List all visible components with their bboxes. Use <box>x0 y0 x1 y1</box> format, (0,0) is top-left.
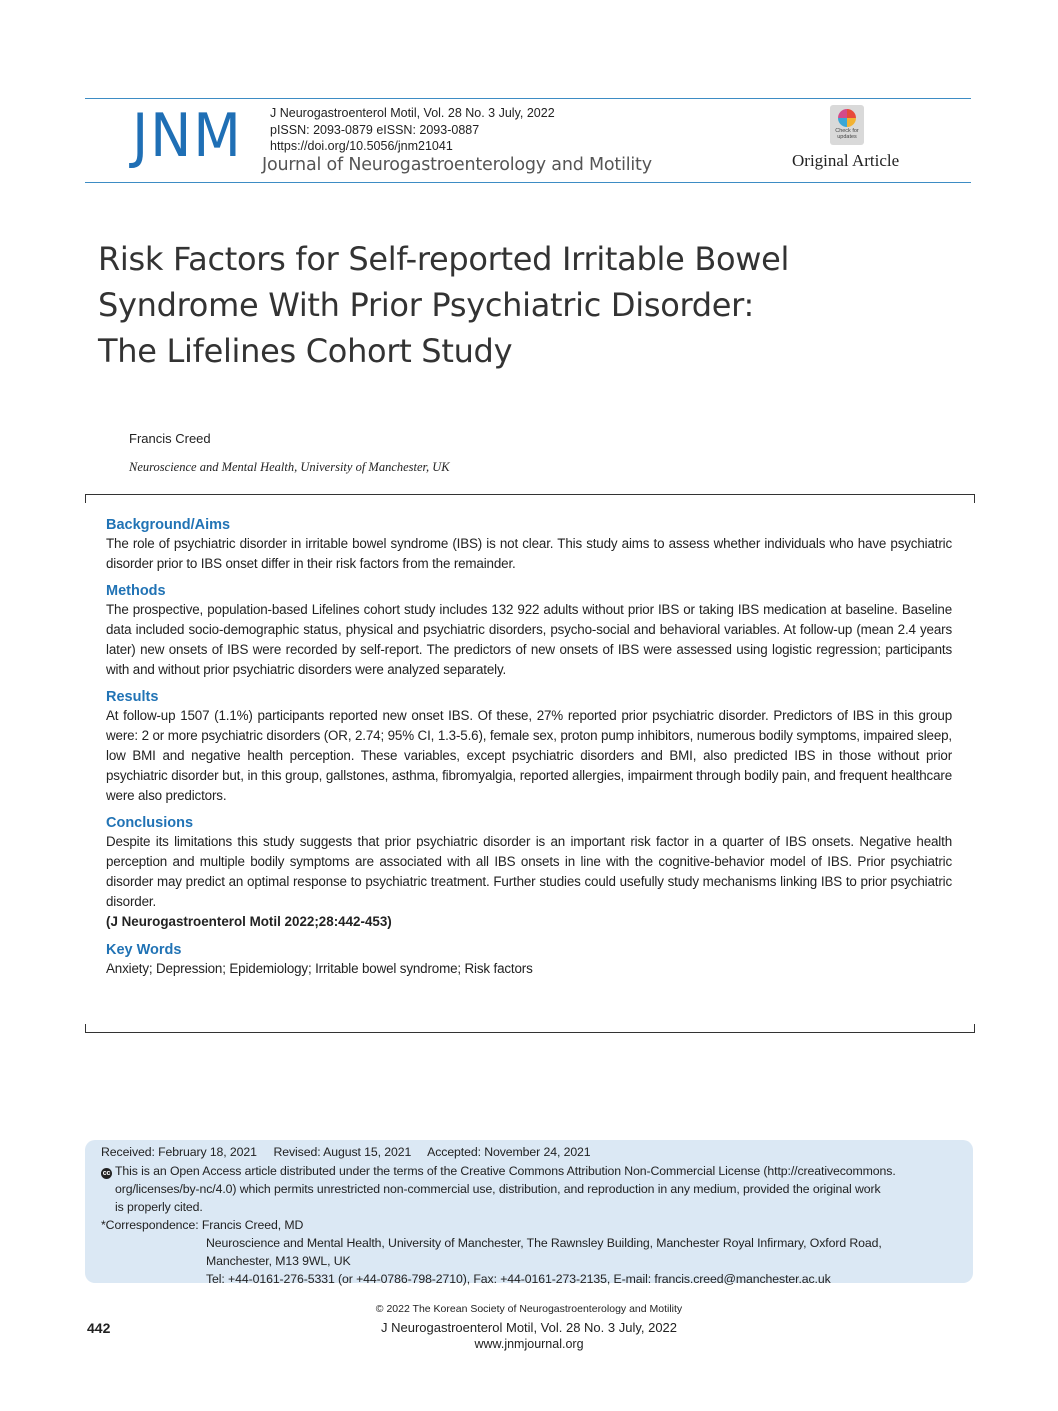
keywords-text: Anxiety; Depression; Epidemiology; Irritable bowel syndrome; Risk factors <box>106 961 533 976</box>
footer-journal-line: J Neurogastroenterol Motil, Vol. 28 No. 3 July, 2022 <box>380 1320 678 1335</box>
title-line-2: Syndrome With Prior Psychiatric Disorder: <box>98 286 754 324</box>
conclusions-text: Despite its limitations this study suggests that prior psychiatric disorder is an important risk factor in a quarter of IBS onsets. Negative health perception and multiple bodily symptoms are associated with all IBS onsets in line with the cognitive-behavior model of IBS. Prior psychiatric disorder may predict an optimal response to psychiatric treatment. Further studies could usefully study mechanisms linking IBS to prior psychiatric disorder. <box>106 834 952 909</box>
check-updates-label: Check for updates <box>835 128 859 140</box>
methods-text: The prospective, population-based Lifelines cohort study includes 132 922 adults without prior IBS or taking IBS medication at baseline. Baseline data included socio-demographic status, physical and psychiatric disorders, psycho-social and behavioral variables. At follow-up (mean 2.4 years later) new onsets of IBS were recorded by self-report. The predictors of new onsets of IBS were assessed using logistic regression; participants with and without prior psychiatric disorders were analyzed separately. <box>106 602 952 677</box>
check-for-updates-badge[interactable] <box>830 105 864 145</box>
page-number: 442 <box>87 1320 111 1336</box>
doi-link[interactable]: https://doi.org/10.5056/jnm21041 <box>270 139 453 153</box>
abstract <box>106 516 952 987</box>
author-name: Francis Creed <box>129 431 211 446</box>
journal-website-link[interactable]: www.jnmjournal.org <box>474 1337 584 1351</box>
citation: (J Neurogastroenterol Motil 2022;28:442-453) <box>106 914 392 929</box>
creative-commons-icon: cc <box>102 1170 111 1177</box>
background-heading: Background/Aims <box>106 517 231 533</box>
correspondence-address-1: Neuroscience and Mental Health, University of Manchester, The Rawnsley Building, Manchester Royal Infirmary, Oxford Road, <box>206 1236 882 1250</box>
article-title <box>98 236 898 374</box>
article-type: Original Article <box>792 151 900 170</box>
license-line-2: org/licenses/by-nc/4.0) which permits unrestricted non-commercial use, distribution, and reproduction in any medium, provided the original work <box>115 1182 881 1196</box>
journal-logo: JNM <box>132 101 243 171</box>
title-line-1: Risk Factors for Self-reported Irritable Bowel <box>98 240 790 278</box>
license-line-3: is properly cited. <box>115 1200 203 1214</box>
header-bottom-rule <box>85 182 971 183</box>
methods-heading: Methods <box>106 583 166 599</box>
license-line-1 <box>101 1162 896 1181</box>
license-text-1: This is an Open Access article distributed under the terms of the Creative Commons Attribution Non-Commercial License (http://creativecommons. <box>115 1164 896 1178</box>
check-updates-icon <box>838 109 856 127</box>
issn-line: pISSN: 2093-0879 eISSN: 2093-0887 <box>270 123 480 137</box>
abstract-frame-top <box>85 494 975 503</box>
results-heading: Results <box>106 689 159 705</box>
article-dates: Received: February 18, 2021 Revised: August 15, 2021 Accepted: November 24, 2021 <box>101 1145 591 1159</box>
correspondence-label: *Correspondence: Francis Creed, MD <box>101 1218 304 1232</box>
author-affiliation: Neuroscience and Mental Health, University of Manchester, UK <box>129 460 450 474</box>
results-text: At follow-up 1507 (1.1%) participants reported new onset IBS. Of these, 27% reported prior psychiatric disorder. Predictors of IBS in this group were: 2 or more psychiatric disorders (OR, 2.74; 95% CI, 1.3-5.6), female sex, proton pump inhibitors, numerous bodily symptoms, impaired sleep, low BMI and negative health perception. These variables, except psychiatric disorders and BMI, also predicted IBS in those without prior psychiatric disorder but, in this group, gallstones, asthma, fibromyalgia, reported allergies, impairment through bodily pain, and frequent healthcare were also predictors. <box>106 708 952 803</box>
header-top-rule <box>85 98 971 99</box>
correspondence-contact: Tel: +44-0161-276-5331 (or +44-0786-798-2710), Fax: +44-0161-273-2135, E-mail: francis.creed@manchester.ac.uk <box>206 1272 831 1286</box>
title-line-3: The Lifelines Cohort Study <box>98 332 513 370</box>
background-text: The role of psychiatric disorder in irritable bowel syndrome (IBS) is not clear. This study aims to assess whether individuals who have psychiatric disorder prior to IBS onset differ in their risk factors from the remainder. <box>106 536 952 571</box>
correspondence-address-2: Manchester, M13 9WL, UK <box>206 1254 351 1268</box>
abstract-frame-bottom <box>85 1024 975 1033</box>
conclusions-heading: Conclusions <box>106 815 194 831</box>
journal-name: Journal of Neurogastroenterology and Motility <box>262 155 652 175</box>
journal-citation-line: J Neurogastroenterol Motil, Vol. 28 No. 3 July, 2022 <box>270 106 555 120</box>
keywords-heading: Key Words <box>106 942 182 958</box>
copyright-notice: © 2022 The Korean Society of Neurogastroenterology and Motility <box>375 1303 683 1315</box>
